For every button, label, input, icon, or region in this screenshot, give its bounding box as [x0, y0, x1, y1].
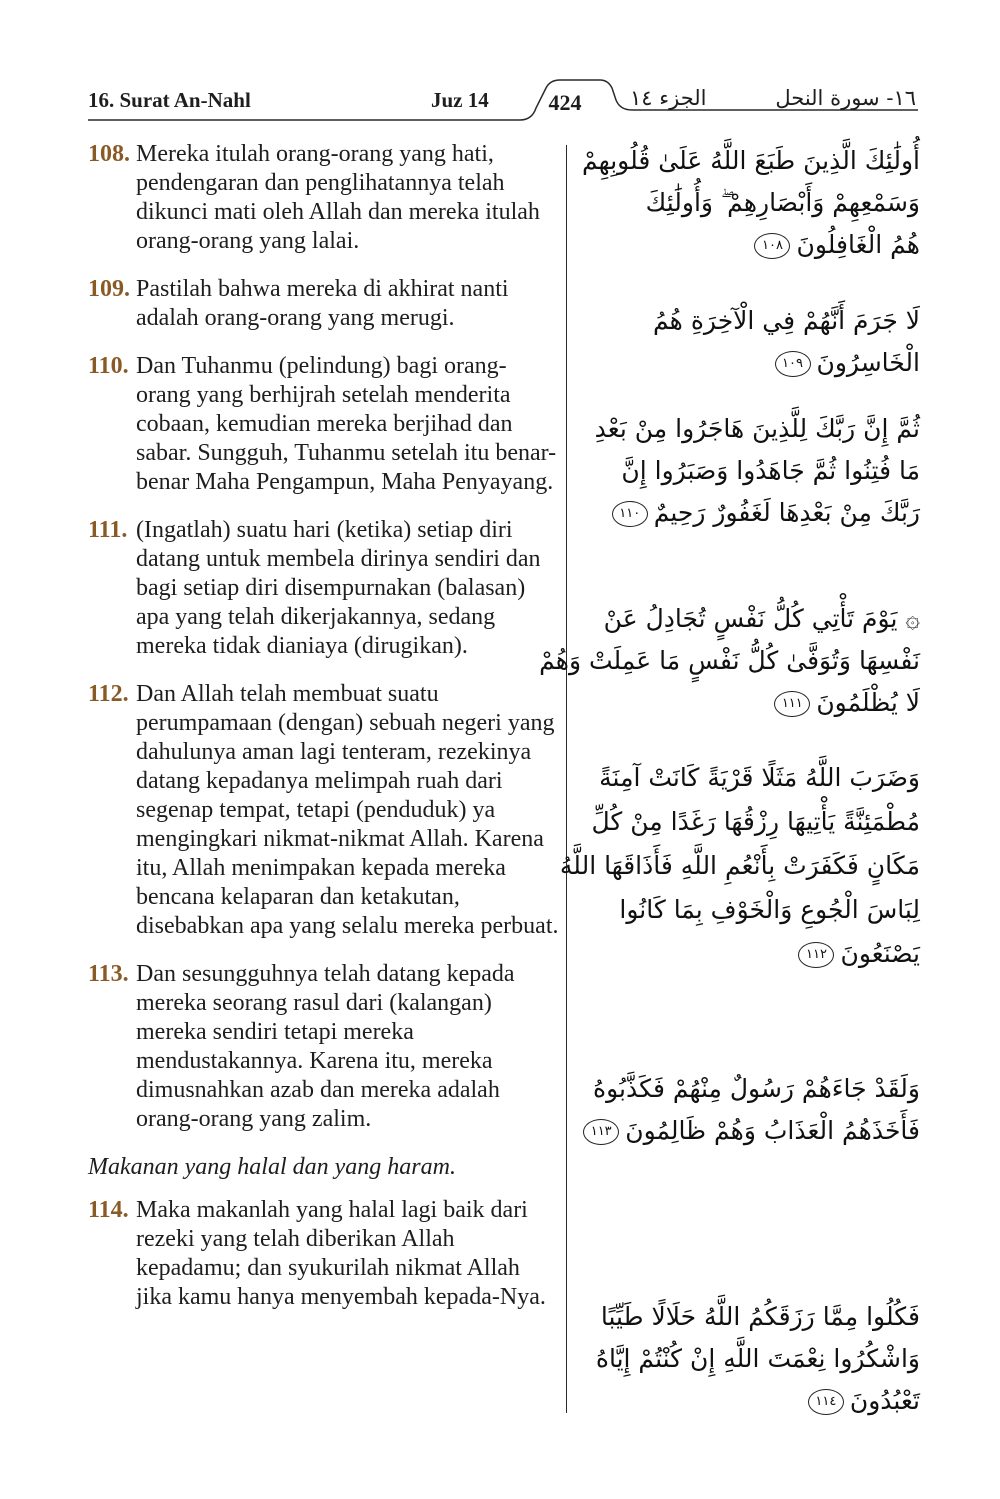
verse-text: Mereka itulah orang-orang yang hati, pendengaran dan penglihatannya telah dikunci mati oleh Allah dan mereka itulah orang-orang yang lalai.: [136, 141, 540, 254]
arabic-line: رَبَّكَ مِنْ بَعْدِهَا لَغَفُورٌ رَحِيمٌ: [653, 498, 920, 527]
ayah-end-marker: ١١٣: [583, 1119, 619, 1145]
arabic-verse-108: [582, 140, 920, 266]
ayah-end-marker: ١١٠: [612, 501, 648, 527]
verse-text: (Ingatlah) suatu hari (ketika) setiap diri datang untuk membela dirinya sendiri dan bagi setiap diri disempurnakan (balasan) apa yang telah dikerjakannya, sedang mereka tidak dianiaya (dirugikan).: [136, 517, 541, 659]
arabic-line: مُطْمَئِنَّةً يَأْتِيهَا رِزْقُهَا رَغَدًا مِنْ كُلِّ: [591, 807, 920, 836]
arabic-line: يَصْنَعُونَ: [840, 939, 920, 968]
surah-title-arabic: ١٦- سورة النحل: [775, 86, 916, 110]
arabic-line: تَعْبُدُونَ: [849, 1386, 920, 1415]
arabic-line: لَا يُظْلَمُونَ: [816, 688, 920, 717]
verse-number: 112.: [88, 681, 129, 707]
arabic-line: وَضَرَبَ اللَّهُ مَثَلًا قَرْيَةً كَانَتْ آمِنَةً: [599, 763, 920, 792]
arabic-line: نَفْسِهَا وَتُوَفَّىٰ كُلُّ نَفْسٍ مَا عَمِلَتْ وَهُمْ: [539, 646, 920, 675]
verse-number: 111.: [88, 517, 128, 543]
arabic-verse-111: [539, 598, 920, 724]
verse-number: 110.: [88, 353, 129, 379]
arabic-line: وَاشْكُرُوا نِعْمَتَ اللَّهِ إِنْ كُنْتُمْ إِيَّاهُ: [595, 1344, 920, 1373]
verse-text: Dan sesungguhnya telah datang kepada mereka seorang rasul dari (kalangan) mereka sendiri tetapi mereka mendustakannya. Karena itu, mereka dimusnahkan azab dan mereka adalah orang-orang yang zalim.: [136, 961, 515, 1132]
verse-translation-110: [88, 352, 560, 497]
arabic-line: مَا فُتِنُوا ثُمَّ جَاهَدُوا وَصَبَرُوا إِنَّ: [621, 456, 920, 485]
verse-translation-112: [88, 680, 560, 941]
translation-column: [88, 140, 560, 1331]
arabic-line: وَلَقَدْ جَاءَهُمْ رَسُولٌ مِنْهُمْ فَكَذَّبُوهُ: [593, 1074, 920, 1103]
juz-label-latin: Juz 14: [431, 88, 489, 112]
ayah-end-marker: ١٠٩: [775, 351, 811, 377]
verse-number: 113.: [88, 961, 129, 987]
arabic-line: مَكَانٍ فَكَفَرَتْ بِأَنْعُمِ اللَّهِ فَأَذَاقَهَا اللَّهُ: [559, 851, 920, 880]
verse-number: 108.: [88, 141, 130, 167]
juz-label-arabic: الجزء ١٤: [630, 86, 707, 110]
arabic-line: فَكُلُوا مِمَّا رَزَقَكُمُ اللَّهُ حَلَالًا طَيِّبًا: [600, 1302, 920, 1331]
arabic-line: ثُمَّ إِنَّ رَبَّكَ لِلَّذِينَ هَاجَرُوا مِنْ بَعْدِ: [594, 414, 920, 443]
verse-number: 109.: [88, 276, 130, 302]
arabic-verse-109: [590, 300, 920, 384]
ayah-end-marker: ١١١: [774, 691, 810, 717]
ayah-end-marker: ١٠٨: [754, 233, 790, 259]
ayah-end-marker: ١١٢: [798, 942, 834, 968]
arabic-line: أُولَٰئِكَ الَّذِينَ طَبَعَ اللَّهُ عَلَىٰ قُلُوبِهِمْ: [582, 146, 920, 175]
arabic-line: الْخَاسِرُونَ: [816, 348, 920, 377]
ayah-end-marker: ١١٤: [808, 1389, 844, 1415]
column-divider: [566, 145, 567, 1413]
verse-text: Maka makanlah yang halal lagi baik dari rezeki yang telah diberikan Allah kepadamu; dan syukurilah nikmat Allah jika kamu hanya menyembah kepada-Nya.: [136, 1197, 546, 1310]
arabic-line: وَسَمْعِهِمْ وَأَبْصَارِهِمْ ۖ وَأُولَٰئِكَ: [645, 188, 920, 217]
verse-translation-109: [88, 275, 560, 333]
section-title: Makanan yang halal dan yang haram.: [88, 1154, 456, 1180]
verse-text: Pastilah bahwa mereka di akhirat nanti adalah orang-orang yang merugi.: [136, 276, 509, 331]
surah-title-latin: 16. Surat An-Nahl: [88, 88, 251, 112]
verse-translation-113: [88, 960, 560, 1134]
arabic-verse-112: [559, 756, 920, 976]
arabic-line: هُمُ الْغَافِلُونَ: [796, 230, 920, 259]
arabic-line: ۞ يَوْمَ تَأْتِي كُلُّ نَفْسٍ تُجَادِلُ عَنْ: [603, 604, 920, 633]
arabic-verse-114: [590, 1296, 920, 1422]
verse-text: Dan Tuhanmu (pelindung) bagi orang-orang yang berhijrah setelah menderita cobaan, kemudian mereka berjihad dan sabar. Sungguh, Tuhanmu setelah itu benar-benar Maha Pengampun, Maha Penyayang.: [136, 353, 557, 495]
verse-translation-114: [88, 1196, 560, 1312]
arabic-line: لِبَاسَ الْجُوعِ وَالْخَوْفِ بِمَا كَانُوا: [619, 895, 920, 924]
arabic-line: لَا جَرَمَ أَنَّهُمْ فِي الْآخِرَةِ هُمُ: [653, 306, 920, 335]
arabic-verse-113: [590, 1068, 920, 1152]
arabic-line: فَأَخَذَهُمُ الْعَذَابُ وَهُمْ ظَالِمُونَ: [625, 1116, 920, 1145]
verse-translation-111: [88, 516, 560, 661]
arabic-verse-110: [590, 408, 920, 534]
verse-text: Dan Allah telah membuat suatu perumpamaan (dengan) sebuah negeri yang dahulunya aman lagi tenteram, rezekinya datang kepadanya melimpah ruah dari segenap tempat, tetapi (penduduk) ya mengingkari nikmat-nikmat Allah. Karena itu, Allah menimpakan kepada mereka bencana kelaparan dan ketakutan, disebabkan apa yang selalu mereka perbuat.: [136, 681, 559, 939]
verse-translation-108: [88, 140, 560, 256]
verse-number: 114.: [88, 1197, 129, 1223]
page-number: 424: [548, 90, 582, 115]
